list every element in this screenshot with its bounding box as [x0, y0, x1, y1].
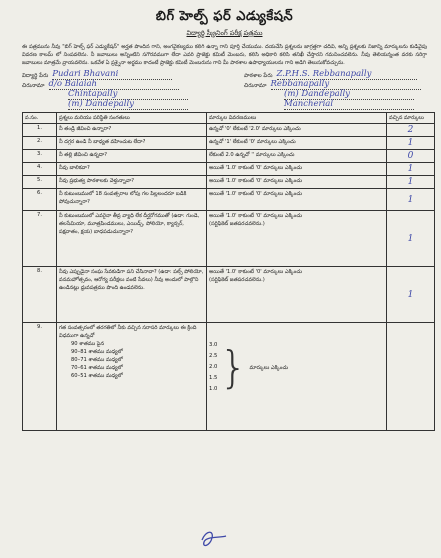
- school-name-value[interactable]: Z.P.H.S. Rebbanapally: [277, 70, 417, 80]
- row-marks-rule: ఉన్నచో '0' లేకుంటే '2.0' మార్కులు ఎక్కించు: [207, 124, 387, 137]
- school-address-line2[interactable]: (m) Dandepally: [284, 90, 414, 100]
- row-number: 2.: [23, 137, 57, 150]
- school-address-line1[interactable]: Rebbanapally: [271, 80, 421, 90]
- grade-mark: 1.0: [209, 386, 218, 393]
- grade-mark: 2.5: [209, 353, 218, 360]
- table-row: [23, 124, 435, 137]
- row-marks-rule: అయితే '1.0' కాకుంటే '0' మార్కులు ఎక్కించు: [207, 163, 387, 176]
- row-question: నీవు ప్రభుత్వ పాఠశాలకు వెళ్తున్నావా?: [57, 176, 207, 189]
- student-name-value[interactable]: Pudari Bhavani: [52, 70, 172, 80]
- curly-brace-icon: }: [219, 341, 248, 393]
- row-question: నీ దగ్గర ఉండి నీ బాధ్యత వహించుట లేదా?: [57, 137, 207, 150]
- certificate-note: (సర్టిఫికెట్ జతపరచవలెను.): [209, 277, 265, 284]
- school-address-row3: [284, 100, 414, 110]
- row-question: నీవు బాలికవా?: [57, 163, 207, 176]
- school-name-label: పాఠశాల పేరు: [244, 73, 273, 80]
- row-question: నీ తండ్రి జీవించి ఉన్నారా?: [57, 124, 207, 137]
- table-row: [23, 267, 435, 323]
- grade-band: 90–81 శాతము మధ్యలో: [71, 349, 123, 356]
- grade-marks-group: [209, 340, 384, 395]
- table-row: [23, 211, 435, 267]
- grade-band: 80–71 శాతము మధ్యలో: [71, 357, 123, 364]
- col-serial-header: వ.సం.: [23, 113, 57, 124]
- col-question-header: ప్రశ్నలు మరియు పరిస్థితి సంగతులు: [57, 113, 207, 124]
- grade-band: 60–51 శాతము మధ్యలో: [71, 373, 123, 380]
- school-address-line3[interactable]: Mancherial: [284, 100, 414, 110]
- school-name-row: [244, 70, 417, 80]
- row-number: 4.: [23, 163, 57, 176]
- row-marks-rule: [207, 323, 387, 431]
- student-address-line1[interactable]: d/o Balaiah: [49, 80, 179, 90]
- row-number: 3.: [23, 150, 57, 163]
- row-marks-rule: [207, 267, 387, 323]
- form-title: బిగ్ హెల్ప్ ఫర్ ఎడ్యుకేషన్: [155, 9, 294, 24]
- row-marks-rule: [207, 211, 387, 267]
- table-row: [23, 137, 435, 150]
- row-score[interactable]: 1: [387, 163, 435, 176]
- student-address-line3[interactable]: (m) Dandepally: [68, 100, 188, 110]
- signature-mark: [196, 526, 236, 550]
- row-number: 7.: [23, 211, 57, 267]
- row-question: నీవు ఎప్పుడైనా సంఘ సేవకుడిగా పని చేసినావా? (ఉదా: పల్స్ పోలియో, వనమహోత్సవం, ఆరోగ్య పరీక్షలు వంటి సేవలు) నీవు అందులో పాల్గొని ఉండినట్లు ధ్రువపత్రము పొంది ఉండవలెను.: [57, 267, 207, 323]
- grade-mark: 1.5: [209, 375, 218, 382]
- grade-marks-values: [209, 340, 217, 395]
- row-marks-rule: ఉన్నచో '1' లేకుంటే '0' మార్కులు ఎక్కించు: [207, 137, 387, 150]
- table-row: [23, 176, 435, 189]
- row-number: 1.: [23, 124, 57, 137]
- row-number: 9.: [23, 323, 57, 431]
- grade-band: 90 శాతము పైన: [71, 341, 105, 348]
- screening-table: [22, 112, 435, 431]
- student-address-label: చిరునామా: [22, 83, 45, 90]
- form-instructions: ఈ పత్రమును నీవు "బిగ్ హెల్ప్ ఫర్ ఎడ్యుకేషన్" అర్హత పొందిన గాని, అంగవైకల్యము కలిగి ఉన్నా గాని పూర్తి చేయుము. దయచేసి ప్రశ్నలను జాగ్రత్తగా చదివి, అన్ని ప్రశ్నలకు నిజాన్ని మార్కులను కుడివైపు వివరణ కాలమ్ లో నింపవలెను. నీ జవాబులు అన్నింటిని సగౌరవముగా లేదా ఎవరి ప్రాజెక్టు కమిటీ మెంబరు, కలిసి అధికారి కలిసి తనిఖీ చేస్తారని గమనించవలెను. నీవు తెలియన్నంత వరకు సరిగ్గా జవాబులు మాత్రమే వ్రాయవలెను. ఒకవేళ ఏ ప్రశ్నైనా అర్థము కాదంటే ప్రాజెక్టు కమిటీ మెంబరును గాని మీ పాఠశాల ఉపాధ్యాయులను గాని అడిగి తెలుసుకోవచ్చును.: [22, 44, 427, 67]
- student-name-row: [22, 70, 172, 80]
- col-score-header: వచ్చిన మార్కులు: [387, 113, 435, 124]
- table-row: [23, 163, 435, 176]
- form-subtitle: విద్యార్థి స్క్రీనింగ్ పరీక్ష పత్రము: [186, 29, 263, 37]
- row-marks-rule: అయితే '1.0' కాకుంటే '0' మార్కులు ఎక్కించు: [207, 176, 387, 189]
- row-score[interactable]: [387, 323, 435, 431]
- row-score[interactable]: 1: [387, 189, 435, 211]
- table-row: [23, 150, 435, 163]
- grade-mark: 3.0: [209, 342, 218, 349]
- row-marks-rule: లేకుంటే 2.0 ఉన్నచో '' మార్కులు ఎక్కించు: [207, 150, 387, 163]
- row-score[interactable]: 0: [387, 150, 435, 163]
- row-score[interactable]: 1: [387, 267, 435, 323]
- row-question: నీ కుటుంబములో ఎవరైనా తీవ్ర వ్యాధి లేక దీర్ఘరోగముతో (ఉదా: గుండె, తలసేమియా, మూత్రపిండములు, ఎయిడ్స్, పోలియో, క్యాన్సర్, పక్షవాతం, క్షయ) బాధపడుచున్నారా?: [57, 211, 207, 267]
- col-marks-header: మార్కుల వివరణములు: [207, 113, 387, 124]
- row-score[interactable]: 1: [387, 211, 435, 267]
- row-marks-rule: అయితే '1.0' కాకుంటే '0' మార్కులు ఎక్కించు: [207, 189, 387, 211]
- grade-question: గత సంవత్సరంలో తరగతిలో నీకు వచ్చిన సరాసరి మార్కులు ఈ క్రింది విధముగా ఉన్నచో: [59, 325, 197, 340]
- row-number: 5.: [23, 176, 57, 189]
- table-row: [23, 323, 435, 431]
- school-address-label: చిరునామా: [244, 83, 267, 90]
- row-question: [57, 323, 207, 431]
- row-score[interactable]: 1: [387, 176, 435, 189]
- row-score[interactable]: 1: [387, 137, 435, 150]
- row-number: 6.: [23, 189, 57, 211]
- student-details: [22, 70, 427, 110]
- student-address-line2[interactable]: Chintapally: [68, 90, 188, 100]
- student-address-row3: [68, 100, 188, 110]
- row-marks-text: అయితే '1.0' కాకుంటే '0' మార్కులు ఎక్కించు: [209, 213, 303, 220]
- grade-mark: 2.0: [209, 364, 218, 371]
- row-question: నీ తల్లి జీవించి ఉన్నదా?: [57, 150, 207, 163]
- table-header-row: [23, 113, 435, 124]
- row-number: 8.: [23, 267, 57, 323]
- student-name-label: విద్యార్థి పేరు: [22, 73, 49, 80]
- row-score[interactable]: 2: [387, 124, 435, 137]
- grade-band: 70–61 శాతము మధ్యలో: [71, 365, 123, 372]
- row-marks-text: అయితే '1.0' కాకుంటే '0' మార్కులు ఎక్కించు: [209, 269, 303, 276]
- certificate-note: (సర్టిఫికెట్ జతపరచవలెను.): [209, 221, 265, 228]
- grade-marks-label: మార్కులు ఎక్కించు: [249, 364, 289, 371]
- row-question: నీ కుటుంబములో 18 సంవత్సరాల లోపు గల పిల్లలందరూ బడికి పోవుచున్నారా?: [57, 189, 207, 211]
- table-row: [23, 189, 435, 211]
